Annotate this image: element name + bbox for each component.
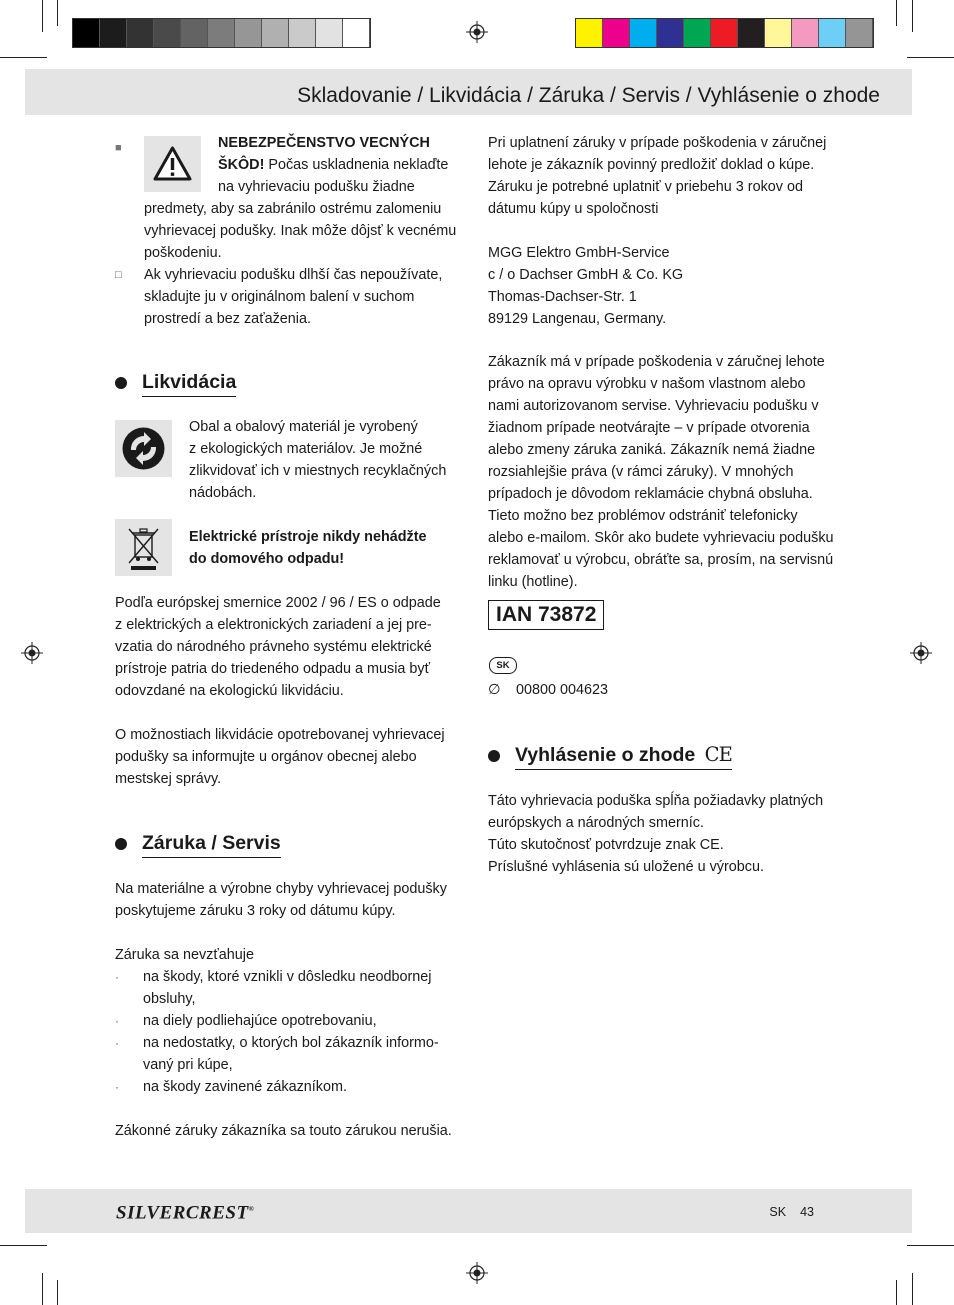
registration-mark-icon (910, 642, 932, 664)
color-swatch (262, 19, 289, 47)
color-swatch (711, 19, 738, 47)
text-line: žiadnom prípade neotvárajte – v prípade otvorenia (488, 420, 810, 436)
color-swatch (765, 19, 792, 47)
disposal-paragraph-1 (115, 592, 480, 702)
hotline-row (488, 679, 608, 701)
text-line: reklamovať u výrobcu, obráťte sa, prosím, na servisnú (488, 552, 834, 568)
text-line: prostredí a bez zaťaženia. (144, 311, 311, 327)
color-swatch (846, 19, 873, 47)
warning-text: Počas uskladnenia neklaďte (268, 157, 449, 173)
text-line: O možnostiach likvidácie opotrebovanej vyhrievacej (115, 727, 445, 743)
heading-bullet (115, 838, 127, 850)
text-line: dátumu kúpy u spoločnosti (488, 201, 659, 217)
color-swatch (576, 19, 603, 47)
text-line: alebo e-mailom. Skôr ako budete vyhrievaciu podušku (488, 530, 834, 546)
text-line: mestskej správy. (115, 771, 222, 787)
recycle-text (189, 416, 479, 504)
section-heading-disposal (115, 369, 236, 397)
text-line: poškodeniu. (144, 245, 222, 261)
section-heading-conformity (488, 742, 732, 770)
text-line: zlikvidovať ich v miestnych recyklačných (189, 463, 447, 479)
color-swatch (235, 19, 262, 47)
recycle-icon-box (115, 420, 172, 477)
warning-title: NEBEZPEČENSTVO VECNÝCH ŠKÔD! (218, 135, 430, 173)
text-line: prístroje patria do triedeného odpadu a musia byť (115, 661, 430, 677)
text-line: Túto skutočnosť potvrdzuje znak CE. (488, 837, 724, 853)
weee-text (189, 526, 479, 570)
color-swatch (630, 19, 657, 47)
color-calibration-strip (575, 18, 874, 48)
ian-number-box: IAN 73872 (488, 600, 604, 630)
list-item: · na škody zavinené zákazníkom. (115, 1079, 347, 1095)
text-line: lehote je zákazník povinný predložiť doklad o kúpe. (488, 157, 815, 173)
warranty-claim-paragraph (488, 132, 853, 220)
phone-icon: ∅ (488, 682, 501, 698)
section-heading-warranty (115, 830, 281, 858)
text-line: Obal a obalový materiál je vyrobený (189, 419, 418, 435)
brand-logo: SILVERCREST® (116, 1202, 255, 1224)
text-line: Zákazník má v prípade poškodenia v záručnej lehote (488, 354, 825, 370)
list-bullet-square: ■ (115, 142, 122, 154)
color-swatch (181, 19, 208, 47)
address-line: 89129 Langenau, Germany. (488, 311, 667, 327)
page-number: 43 (800, 1205, 814, 1219)
color-swatch (73, 19, 100, 47)
weee-icon-box (115, 519, 172, 576)
service-address (488, 242, 853, 330)
text-line: podušky sa informujte u orgánov obecnej alebo (115, 749, 417, 765)
warning-triangle-icon (144, 136, 201, 192)
color-swatch (154, 19, 181, 47)
registration-mark-icon (466, 21, 488, 43)
text-line: Na materiálne a výrobne chyby vyhrievacej podušky (115, 881, 447, 897)
color-swatch (738, 19, 765, 47)
color-swatch (792, 19, 819, 47)
registration-mark-icon (466, 1262, 488, 1284)
text-line: Záruku je potrebné uplatniť v priebehu 3 rokov od (488, 179, 803, 195)
text-line: Pri uplatnení záruky v prípade poškodenia v záručnej (488, 135, 827, 151)
storage-warning-right (218, 132, 468, 198)
text-line: skladujte ju v originálnom balení v suchom (144, 289, 415, 305)
text-line: Podľa európskej smernice 2002 / 96 / ES o odpade (115, 595, 441, 611)
text-line: prípadoch je dôvodom reklamácie chybná obsluha. (488, 486, 813, 502)
color-swatch (819, 19, 846, 47)
text-line: vzatia do národného právneho systému elektrické (115, 639, 432, 655)
text-line: alebo zmeny záruka zaniká. Zákazník nemá žiadne (488, 442, 816, 458)
address-line: c / o Dachser GmbH & Co. KG (488, 267, 684, 283)
text-line: linku (hotline). (488, 574, 578, 590)
text-line: Tieto možno bez problémov odstrániť telefonicky (488, 508, 798, 524)
color-swatch (127, 19, 154, 47)
text-line: nami autorizovanom servise. Vyhrievaciu podušku v (488, 398, 819, 414)
warning-icon-box (144, 136, 201, 192)
gray-calibration-strip (72, 18, 371, 48)
text-line: poskytujeme záruku 3 roky od dátumu kúpy. (115, 903, 396, 919)
list-item: · na diely podliehajúce opotrebovaniu, (115, 1013, 377, 1029)
text-line: predmety, aby sa zabránilo ostrému zalomeniu (144, 201, 442, 217)
text-line: vyhrievacej podušky. Inak môže dôjsť k vecnému (144, 223, 457, 239)
page-info (769, 1201, 814, 1223)
list-item: · na nedostatky, o ktorých bol zákazník informo- vaný pri kúpe, (115, 1035, 439, 1073)
service-rights-paragraph (488, 351, 853, 593)
color-swatch (603, 19, 630, 47)
hotline-number: 00800 004623 (516, 682, 609, 698)
text-line: právo na opravu výrobku v našom vlastnom alebo (488, 376, 806, 392)
color-swatch (100, 19, 127, 47)
color-swatch (289, 19, 316, 47)
list-item: · na škody, ktoré vznikli v dôsledku neodbornej obsluhy, (115, 969, 432, 1007)
warning-text: na vyhrievaciu podušku žiadne (218, 179, 415, 195)
text-line: Príslušné vyhlásenia sú uložené u výrobcu. (488, 859, 764, 875)
heading-bullet (488, 750, 500, 762)
conformity-text (488, 790, 853, 878)
storage-item-2 (144, 264, 474, 330)
heading-label: Vyhlásenie o zhode CE (515, 742, 732, 770)
warranty-paragraph-1 (115, 878, 480, 922)
text-line: Táto vyhrievacia poduška spĺňa požiadavky platných (488, 793, 824, 809)
text-line: z ekologických materiálov. Je možné (189, 441, 423, 457)
color-swatch (208, 19, 235, 47)
storage-warning-full (144, 198, 474, 264)
disposal-paragraph-2 (115, 724, 480, 790)
language-code: SK (769, 1205, 787, 1219)
color-swatch (316, 19, 343, 47)
color-swatch (343, 19, 370, 47)
color-swatch (684, 19, 711, 47)
text-line: nádobách. (189, 485, 257, 501)
heading-label: Likvidácia (142, 369, 236, 397)
warranty-final-note: Zákonné záruky zákazníka sa touto zárukou nerušia. (115, 1123, 452, 1139)
color-swatch (657, 19, 684, 47)
crossed-bin-icon (115, 519, 172, 576)
registration-mark-icon (21, 642, 43, 664)
text-line: európskych a národných smerníc. (488, 815, 704, 831)
green-dot-recycle-icon (115, 420, 172, 477)
list-bullet-box: □ (115, 269, 122, 281)
address-line: Thomas-Dachser-Str. 1 (488, 289, 637, 305)
warranty-exclusions-list (115, 966, 480, 1098)
text-line: odovzdané na ekologickú likvidáciu. (115, 683, 344, 699)
warranty-exclusions-title: Záruka sa nevzťahuje (115, 947, 254, 963)
text-line: z elektrických a elektronických zariadení a jej pre- (115, 617, 432, 633)
page-title: Skladovanie / Likvidácia / Záruka / Servis / Vyhlásenie o zhode (297, 84, 880, 107)
text-line: Ak vyhrievaciu podušku dlhší čas nepoužívate, (144, 267, 443, 283)
heading-label: Záruka / Servis (142, 830, 281, 858)
country-badge: SK (489, 657, 517, 674)
text-line: do domového odpadu! (189, 551, 345, 567)
text-line: rozsiahlejšie práva (v rámci záruky). V mnohých (488, 464, 794, 480)
text-line: Elektrické prístroje nikdy nehádžte (189, 529, 427, 545)
address-line: MGG Elektro GmbH-Service (488, 245, 670, 261)
ce-mark-icon: CE (704, 743, 732, 766)
heading-bullet (115, 377, 127, 389)
